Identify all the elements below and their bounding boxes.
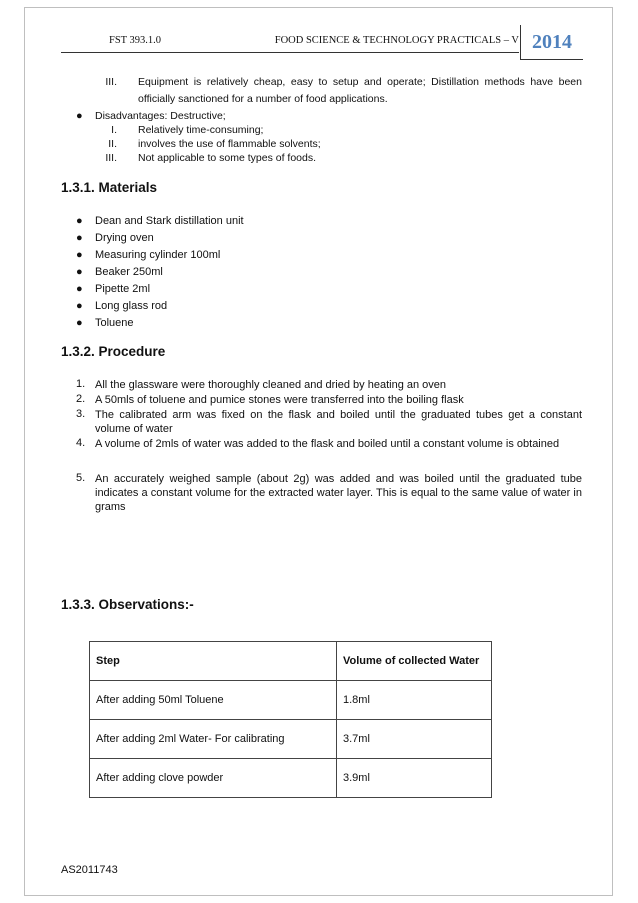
header-year: 2014 — [520, 25, 583, 60]
disadvantage-item: Not applicable to some types of foods. — [138, 152, 317, 164]
roman-numeral: III. — [105, 152, 117, 164]
procedure-step: The calibrated arm was fixed on the flask and boiled until the graduated tubes get a constant volume of water — [95, 409, 582, 435]
table-cell: 3.9ml — [337, 759, 492, 798]
disadvantage-item: involves the use of flammable solvents; — [138, 138, 321, 150]
materials-item: Pipette 2ml — [95, 283, 151, 295]
bullet-icon: ● — [76, 317, 83, 329]
table-row — [90, 759, 492, 798]
bullet-icon: ● — [76, 232, 83, 244]
materials-item: Beaker 250ml — [95, 266, 163, 278]
bullet-icon: ● — [76, 266, 83, 278]
materials-heading: 1.3.1. Materials — [61, 180, 158, 195]
bullet-icon: ● — [76, 249, 83, 261]
materials-item: Toluene — [95, 317, 134, 329]
student-id: AS2011743 — [61, 864, 118, 876]
procedure-step: All the glassware were thoroughly cleaned and dried by heating an oven — [95, 379, 447, 391]
bullet-icon: ● — [76, 283, 83, 295]
table-cell: After adding 50ml Toluene — [90, 681, 337, 720]
bullet-icon: ● — [76, 110, 83, 122]
materials-item: Dean and Stark distillation unit — [95, 215, 244, 227]
procedure-step: A volume of 2mls of water was added to the flask and boiled until a constant volume is obtained — [95, 438, 560, 450]
bullet-icon: ● — [76, 300, 83, 312]
step-number: 2. — [76, 393, 86, 405]
table-cell: 1.8ml — [337, 681, 492, 720]
procedure-heading: 1.3.2. Procedure — [61, 344, 166, 359]
roman-numeral: II. — [108, 138, 117, 150]
roman-numeral: III. — [105, 76, 117, 88]
table-row — [90, 681, 492, 720]
table-row — [90, 720, 492, 759]
step-number: 4. — [76, 437, 86, 449]
observations-heading: 1.3.3. Observations:- — [61, 597, 194, 612]
page-header — [61, 22, 583, 60]
table-cell: After adding 2ml Water- For calibrating — [90, 720, 337, 759]
materials-item: Long glass rod — [95, 300, 168, 312]
column-header: Step — [90, 642, 337, 681]
course-code: FST 393.1.0 — [109, 35, 162, 46]
step-number: 1. — [76, 378, 86, 390]
table-cell: After adding clove powder — [90, 759, 337, 798]
course-title: FOOD SCIENCE & TECHNOLOGY PRACTICALS – V — [274, 35, 519, 46]
column-header: Volume of collected Water — [337, 642, 492, 681]
procedure-step: A 50mls of toluene and pumice stones were transferred into the boiling flask — [95, 394, 464, 406]
step-number: 5. — [76, 472, 86, 484]
bullet-icon: ● — [76, 215, 83, 227]
disadvantages-label: Disadvantages: Destructive; — [95, 110, 226, 122]
advantage-line: Equipment is relatively cheap, easy to setup and operate; Distillation methods have been — [138, 76, 582, 88]
materials-item: Measuring cylinder 100ml — [95, 249, 221, 261]
table-header-row — [90, 642, 492, 681]
advantage-line: officially sanctioned for a number of food applications. — [138, 93, 388, 105]
step-number: 3. — [76, 408, 86, 420]
roman-numeral: I. — [111, 124, 117, 136]
table-cell: 3.7ml — [337, 720, 492, 759]
procedure-step: An accurately weighed sample (about 2g) was added and was boiled until the graduated tube indicates a constant volume for the extracted water layer. This is equal to the same value of water in grams — [95, 473, 582, 513]
header-rule — [61, 52, 519, 53]
observations-table — [89, 641, 492, 798]
disadvantage-item: Relatively time-consuming; — [138, 124, 264, 136]
materials-item: Drying oven — [95, 232, 154, 244]
